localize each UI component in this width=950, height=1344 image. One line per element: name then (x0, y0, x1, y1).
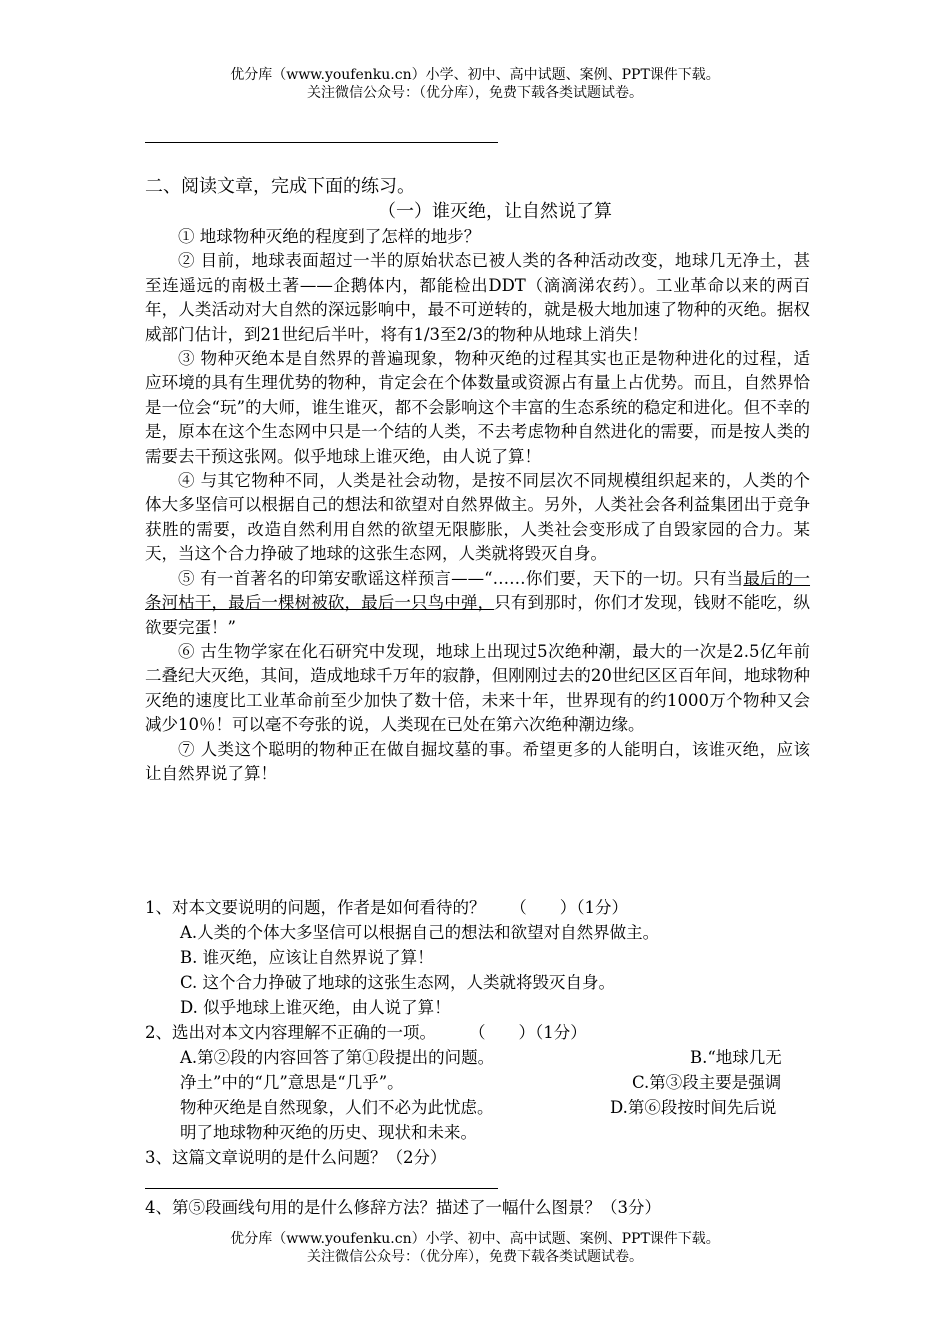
q1-option-a: A.人类的个体大多坚信可以根据自己的想法和欲望对自然界做主。 (180, 923, 660, 942)
footer-line-2: 关注微信公众号：（优分库），免费下载各类试题试卷。 (307, 1249, 643, 1265)
q1-option-b: B. 谁灭绝，应该让自然界说了算！ (180, 948, 434, 967)
paragraph-5-before: ⑤ 有一首著名的印第安歌谣这样预言——“……你们要，天下的一切。只有当 (178, 568, 744, 588)
paragraph-3: ③ 物种灭绝本是自然界的普遍现象，物种灭绝的过程其实也正是物种进化的过程，适应环境的具有生理优势的物种，肯定会在个体数量或资源占有量上占优势。而且，自然界恰是一位会“玩”的大师，谁生谁灭，都不会影响这个丰富的生态系统的稳定和进化。但不幸的是，原本在这个生态网中只是一个结的人类，不去考虑物种自然进化的需要，而是按人类的需要去干预这张网。似乎地球上谁灭绝，由人说了算！ (145, 349, 810, 466)
section-title: 二、阅读文章，完成下面的练习。 (145, 176, 415, 197)
q2-option-a: A.第②段的内容回答了第①段提出的问题。 (180, 1048, 495, 1067)
footer-line-1: 优分库（www.youfenku.cn）小学、初中、高中试题、案例、PPT课件下载。 (230, 1231, 720, 1247)
paragraph-7: ⑦ 人类这个聪明的物种正在做自掘坟墓的事。希望更多的人能明白，该谁灭绝，应该让自然界说了算！ (145, 739, 810, 783)
paragraph-1: ① 地球物种灭绝的程度到了怎样的地步？ (178, 227, 481, 246)
q2-option-c-end: 物种灭绝是自然现象，人们不必为此忧虑。 (180, 1098, 494, 1117)
q2-option-c-start: C.第③段主要是强调 (632, 1073, 782, 1092)
answer-line-q3 (145, 1188, 498, 1189)
paragraph-2: ② 目前，地球表面超过一半的原始状态已被人类的各种活动改变，地球几无净土，甚至连遥远的南极土著——企鹅体内，都能检出DDT（滴滴涕农药）。工业革命以来的两百年，人类活动对大自然的深远影响中，最不可逆转的，就是极大地加速了物种的灭绝。据权威部门估计，到21世纪后半叶，将有1/3至2/3的物种从地球上消失！ (145, 251, 810, 344)
question-4: 4、第⑤段画线句用的是什么修辞方法？描述了一幅什么图景？（3分） (145, 1198, 661, 1217)
underlined-sentence: 最后的一条河枯干，最后一棵树被砍，最后一只鸟中弹， (145, 568, 811, 613)
paragraph-5-after: 只有到那时，你们才发现，钱财不能吃，纵欲要完蛋！” (145, 593, 811, 637)
q2-option-b-end: 净土”中的“几”意思是“几乎”。 (180, 1073, 404, 1092)
q2-option-b-start: B.“地球几无 (690, 1048, 782, 1067)
q2-option-d-end: 明了地球物种灭绝的历史、现状和未来。 (180, 1123, 477, 1142)
q1-option-d: D. 似乎地球上谁灭绝，由人说了算！ (180, 998, 451, 1017)
question-2: 2、选出对本文内容理解不正确的一项。 （ ）（1分） (145, 1023, 587, 1042)
q2-option-d-start: D.第⑥段按时间先后说 (610, 1098, 777, 1117)
paragraph-4: ④ 与其它物种不同，人类是社会动物，是按不同层次不同规模组织起来的，人类的个体大多坚信可以根据自己的想法和欲望对自然界做主。另外，人类社会各利益集团出于竞争获胜的需要，改造自然利用自然的欲望无限膨胀，人类社会变形成了自毁家园的合力。某天，当这个合力挣破了地球的这张生态网，人类就将毁灭自身。 (145, 471, 810, 564)
header-line-2: 关注微信公众号：（优分库），免费下载各类试题试卷。 (307, 85, 643, 101)
paragraph-6: ⑥ 古生物学家在化石研究中发现，地球上出现过5次绝种潮，最大的一次是2.5亿年前二叠纪大灭绝，其间，造成地球千万年的寂静，但刚刚过去的20世纪区区百年间，地球物种灭绝的速度比工业革命前至少加快了数十倍，未来十年，世界现有的约1000万个物种又会减少10％！可以毫不夸张的说，人类现在已处在第六次绝种潮边缘。 (145, 641, 810, 735)
question-3: 3、这篇文章说明的是什么问题？（2分） (145, 1148, 447, 1167)
answer-line-top (145, 142, 498, 143)
article-body (145, 225, 810, 786)
paragraph-5 (145, 567, 810, 640)
question-1: 1、对本文要说明的问题，作者是如何看待的？ （ ）（1分） (145, 898, 628, 917)
q1-option-c: C. 这个合力挣破了地球的这张生态网，人类就将毁灭自身。 (180, 973, 616, 992)
article-title: （一）谁灭绝，让自然说了算 (378, 201, 612, 222)
header-line-1: 优分库（www.youfenku.cn）小学、初中、高中试题、案例、PPT课件下载。 (230, 67, 720, 83)
